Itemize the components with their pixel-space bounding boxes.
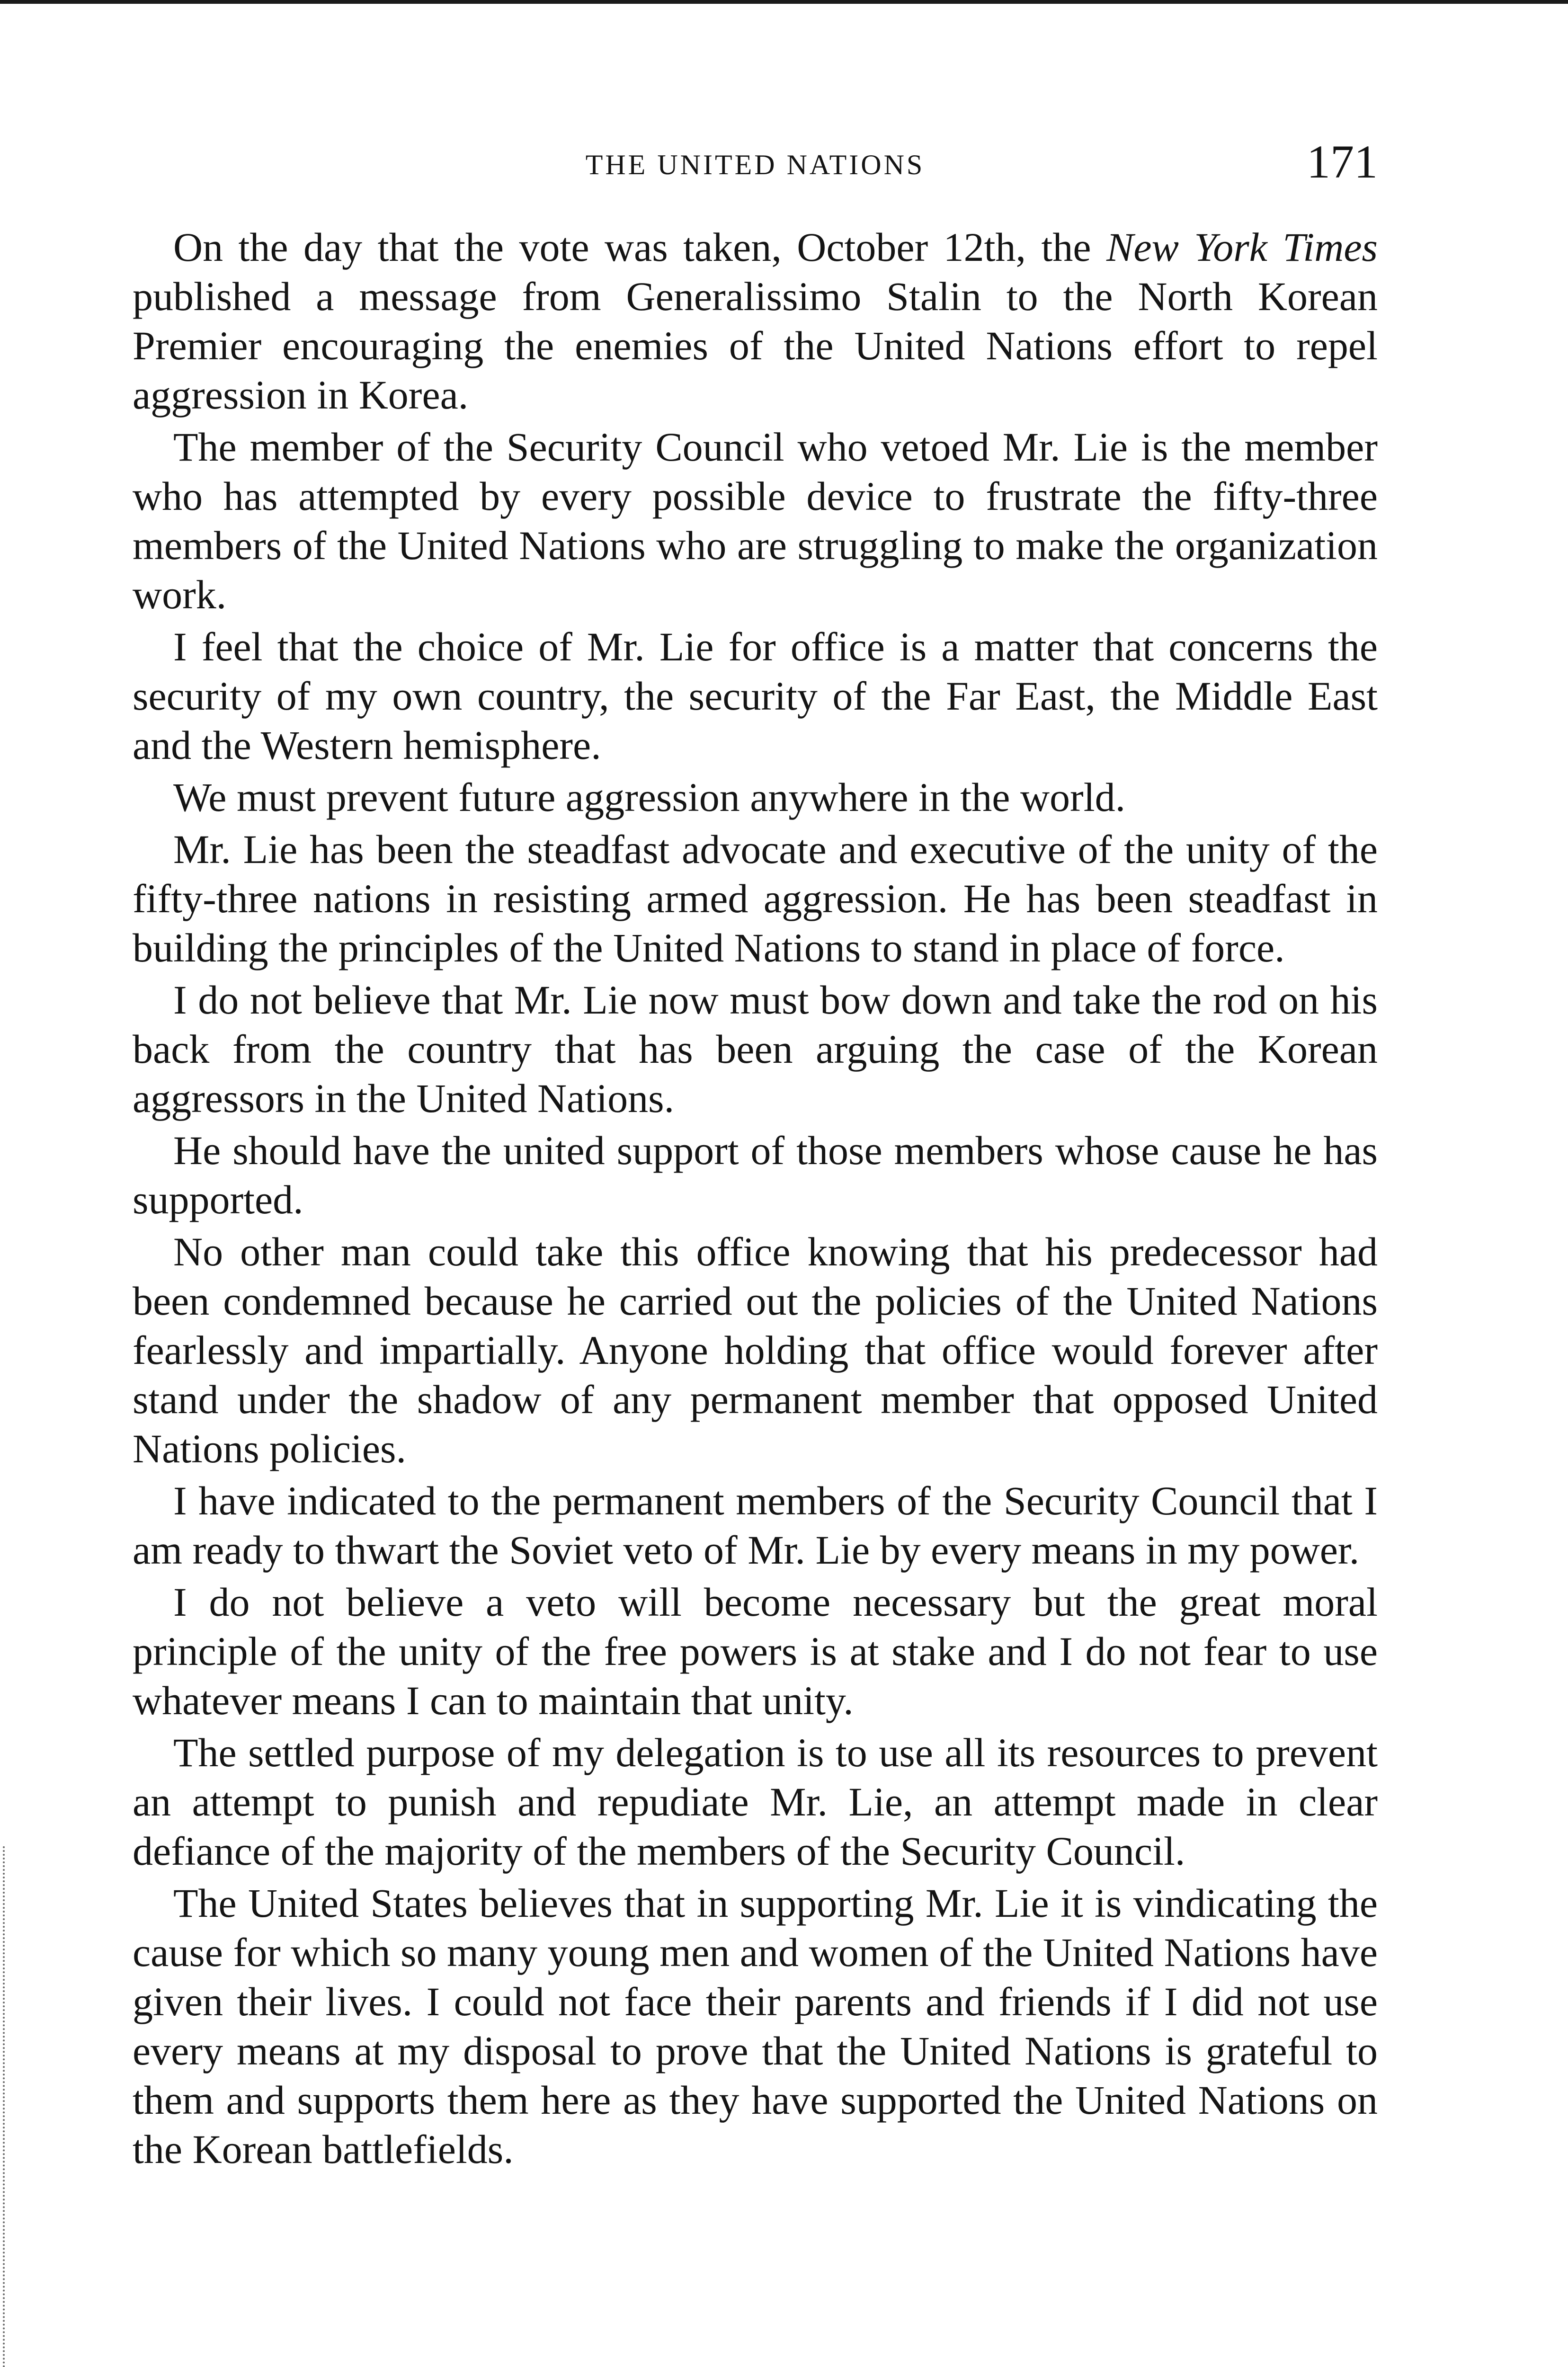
paragraph: I do not believe that Mr. Lie now must bow down and take the rod on his back from the country that has been arguing the case of the Korean aggressors in the United Nations.	[133, 977, 1378, 1121]
paragraph: Mr. Lie has been the steadfast advocate and executive of the unity of the fifty-three nations in resisting armed aggression. He has been steadfast in building the principles of the United Nations to stand in place of force.	[133, 827, 1378, 970]
paragraph: I do not believe a veto will become necessary but the great moral principle of the unity of the free powers is at stake and I do not fear to use whatever means I can to maintain that unity.	[133, 1579, 1378, 1723]
paragraph: I feel that the choice of Mr. Lie for office is a matter that concerns the security of my own country, the security of the Far East, the Middle East and the Western hemisphere.	[133, 624, 1378, 768]
paragraph: We must prevent future aggression anywhere in the world.	[173, 774, 1126, 820]
paragraph: I have indicated to the permanent members of the Security Council that I am ready to thwart the Soviet veto of Mr. Lie by every means in my power.	[133, 1478, 1378, 1573]
paragraph: No other man could take this office knowing that his predecessor had been condemned because he carried out the policies of the United Nations fearlessly and impartially. Anyone holding that office would forever after stand under the shadow of any permanent member that opposed United Nations policies.	[133, 1229, 1378, 1471]
top-edge-rule	[0, 0, 1568, 4]
body-text	[133, 222, 1378, 2177]
paragraph: He should have the united support of those members whose cause he has supported.	[133, 1128, 1378, 1222]
running-head: THE UNITED NATIONS	[585, 149, 925, 180]
page-header	[133, 128, 1378, 213]
paragraph: The member of the Security Council who vetoed Mr. Lie is the member who has attempted by every possible device to frustrate the fifty-three members of the United Nations who are struggling to make the organization work.	[133, 424, 1378, 617]
paragraph-text: published a message from Generalissimo Stalin to the North Korean Premier encouraging the enemies of the United Nations effort to repel aggression in Korea.	[133, 274, 1378, 418]
paragraph: The United States believes that in supporting Mr. Lie it is vindicating the cause for which so many young men and women of the United Nations have given their lives. I could not face their parents and friends if I did not use every means at my disposal to prove that the United Nations is grateful to them and supports them here as they have supported the United Nations on the Korean battlefields.	[133, 1880, 1378, 2172]
paragraph-text: On the day that the vote was taken, October 12th, the	[173, 224, 1106, 270]
paragraph: The settled purpose of my delegation is to use all its resources to prevent an attempt to punish and repudiate Mr. Lie, an attempt made in clear defiance of the majority of the members of the Security Council.	[133, 1730, 1378, 1874]
newspaper-title: New York Times	[1106, 224, 1378, 270]
page-number: 171	[1307, 135, 1378, 188]
paragraph	[133, 222, 1378, 419]
binding-margin-dots	[3, 1846, 11, 2367]
